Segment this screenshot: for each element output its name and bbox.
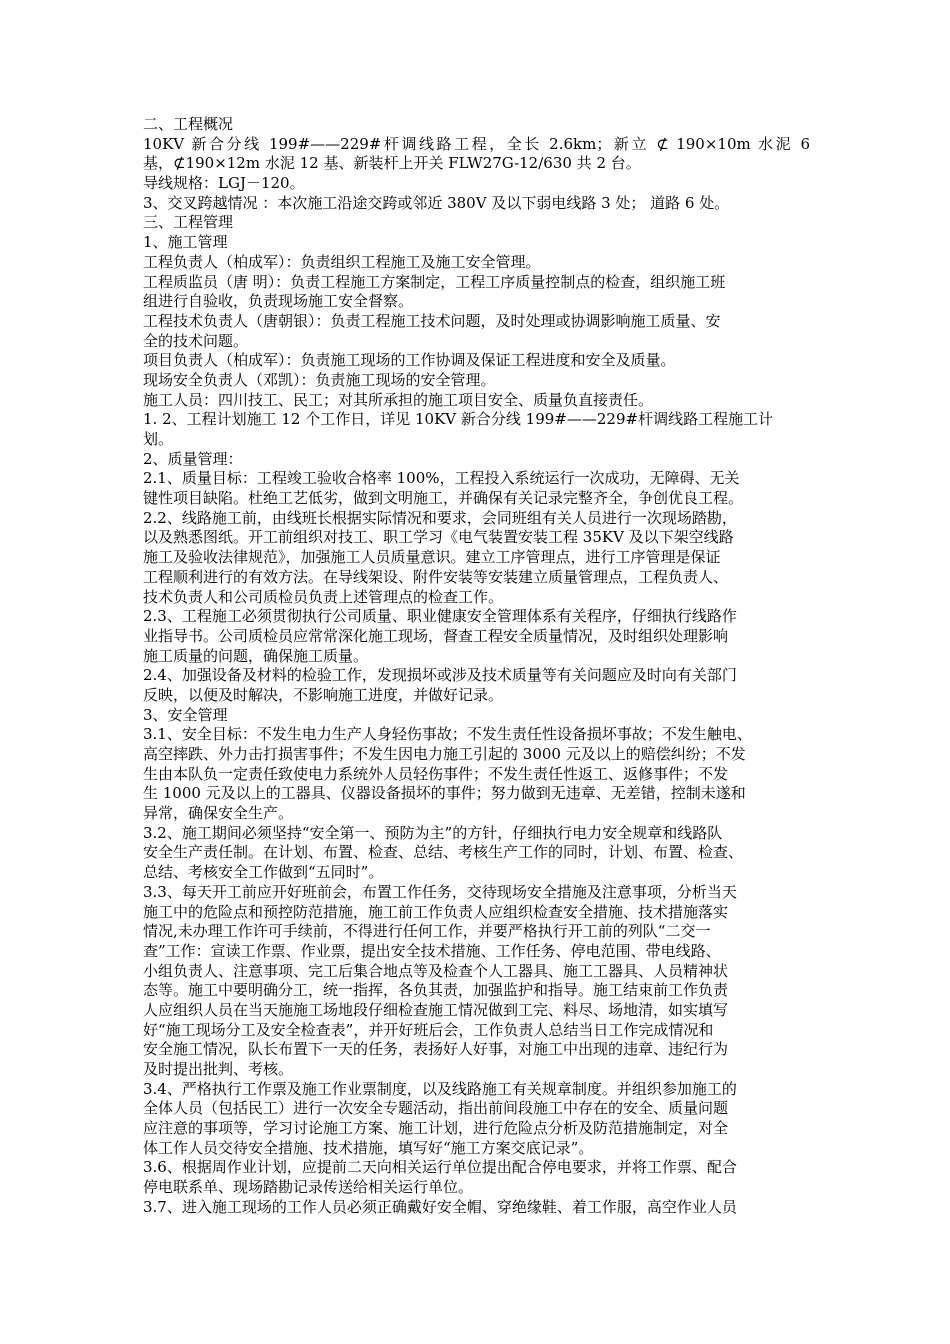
- text-line: 划。: [143, 430, 174, 448]
- text-line: 工程顺利进行的有效方法。在导线架设、附件安装等安装建立质量管理点，工程负责人、: [143, 567, 729, 586]
- text-line: 情况,未办理工作许可手续前，不得进行任何工作，并要严格执行开工前的列队“二交一: [143, 922, 711, 941]
- text-line: 全体人员（包括民工）进行一次安全专题活动，指出前间段施工中存在的安全、质量问题: [143, 1099, 729, 1118]
- text-line: 10KV 新合分线 199#——229#杆调线路工程，全长 2.6km；新立 ⊄ 190×10m 水泥 6: [143, 134, 810, 153]
- text-line: 3、安全管理: [143, 705, 228, 724]
- text-line: 生由本队负一定责任致使电力系统外人员轻伤事件；不发生责任性返工、返修事件；不发: [143, 764, 729, 783]
- text-line: 安全生产责任制。在计划、布置、检查、总结、考核生产工作的同时，计划、布置、检查、: [143, 843, 744, 862]
- text-line: 施工中的危险点和预控防范措施，施工前工作负责人应组织检查安全措施、技术措施落实: [143, 902, 729, 921]
- text-line: 工程质监员（唐 明）：负责工程施工方案制定，工程工序质量控制点的检查，组织施工班: [143, 272, 726, 291]
- text-line: 3.7、进入施工现场的工作人员必须正确戴好安全帽、穿绝缘鞋、着工作服，高空作业人员: [143, 1197, 737, 1216]
- text-line: 反映，以便及时解决，不影响施工进度，并做好记录。: [143, 685, 504, 704]
- text-line: 业指导书。公司质检员应常常深化施工现场，督查工程安全质量情况，及时组织处理影响: [143, 626, 729, 645]
- text-line: 二、工程概况: [143, 115, 234, 133]
- text-line: 1. 2、工程计划施工 12 个工作日，详见 10KV 新合分线 199#——229#杆调线路工程施工计: [143, 410, 774, 429]
- text-line: 3.3、每天开工前应开好班前会，布置工作任务，交待现场安全措施及注意事项，分析当天: [143, 882, 737, 901]
- text-line: 项目负责人（柏成军）：负责施工现场的工作协调及保证工程进度和安全及质量。: [143, 351, 676, 370]
- text-line: 技术负责人和公司质检员负责上述管理点的检查工作。: [143, 587, 504, 606]
- text-line: 2.2、线路施工前，由线班长根据实际情况和要求，会同班组有关人员进行一次现场踏勘，: [143, 508, 737, 527]
- text-line: 3.6、根据周作业计划，应提前二天向相关运行单位提出配合停电要求，并将工作票、配合: [143, 1158, 737, 1177]
- text-line: 1、施工管理: [143, 233, 228, 252]
- text-line: 组进行自验收，负责现场施工安全督察。: [143, 292, 414, 311]
- text-line: 3.1、安全目标：不发生电力生产人身轻伤事故；不发生责任性设备损坏事故；不发生触电、: [143, 725, 752, 744]
- text-line: 态等。施工中要明确分工，统一指挥，各负其责，加强监护和指导。施工结束前工作负责: [143, 981, 729, 1000]
- text-line: 2、质量管理：: [143, 449, 243, 468]
- text-line: 体工作人员交待安全措施、技术措施，填写好“施工方案交底记录”。: [143, 1138, 594, 1157]
- text-line: 工程负责人（柏成军）：负责组织工程施工及施工安全管理。: [143, 252, 541, 271]
- text-line: 全的技术问题。: [143, 331, 249, 350]
- text-line: 应注意的事项等，学习讨论施工方案、施工计划，进行危险点分析及防范措施制定，对全: [143, 1119, 729, 1138]
- text-line: 及时提出批判、考核。: [143, 1060, 294, 1078]
- text-line: 施工及验收法律规范》，加强施工人员质量意识。建立工序管理点，进行工序管理是保证: [143, 548, 721, 567]
- text-line: 人应组织人员在当天施施工场地段仔细检查施工情况做到工完、料尽、场地清，如实填写: [143, 1000, 729, 1019]
- text-line: 工程技术负责人（唐朝银）：负责工程施工技术问题，及时处理或协调影响施工质量、安: [143, 311, 721, 330]
- text-line: 基，⊄190×12m 水泥 12 基、新装杆上开关 FLW27G-12/630 共 2 台。: [143, 154, 641, 173]
- text-line: 2.4、加强设备及材料的检验工作，发现损坏或涉及技术质量等有关问题应及时向有关部门: [143, 666, 737, 685]
- text-line: 3.4、严格执行工作票及施工作业票制度，以及线路施工有关规章制度。并组织参加施工的: [143, 1079, 737, 1098]
- text-line: 好“施工现场分工及安全检查表”，并开好班后会，工作负责人总结当日工作完成情况和: [143, 1020, 714, 1039]
- text-line: 总结、考核安全工作做到“五同时”。: [143, 863, 384, 882]
- text-line: 停电联系单、现场踏勘记录传送给相关运行单位。: [143, 1178, 474, 1197]
- text-line: 高空摔跌、外力击打损害事件；不发生因电力施工引起的 3000 元及以上的赔偿纠纷；不发: [143, 745, 746, 763]
- text-line: 施工质量的问题，确保施工质量。: [143, 646, 369, 665]
- text-line: 3.2、施工期间必须坚持“安全第一、预防为主”的方针，仔细执行电力安全规章和线路队: [143, 823, 723, 842]
- text-line: 2.3、工程施工必须贯彻执行公司质量、职业健康安全管理体系有关程序，仔细执行线路作: [143, 607, 737, 626]
- document-body: [143, 115, 810, 1218]
- text-line: 安全施工情况，队长布置下一天的任务，表扬好人好事，对施工中出现的违章、违纪行为: [143, 1040, 729, 1059]
- text-line: 3、交叉跨越情况 ：本次施工沿途交跨或邻近 380V 及以下弱电线路 3 处； 道路 6 处。: [143, 193, 730, 212]
- text-line: 现场安全负责人（邓凯）：负责施工现场的安全管理。: [143, 370, 496, 389]
- text-line: 键性项目缺陷。杜绝工艺低劣，做到文明施工，并确保有关记录完整齐全，争创优良工程。: [143, 489, 744, 508]
- text-line: 2.1、质量目标：工程竣工验收合格率 100%，工程投入系统运行一次成功，无障碍、无关: [143, 469, 740, 488]
- text-line: 异常，确保安全生产。: [143, 804, 294, 823]
- text-line: 三、工程管理: [143, 213, 234, 232]
- text-line: 生 1000 元及以上的工器具、仪器设备损坏的事件；努力做到无违章、无差错，控制未遂和: [143, 784, 746, 803]
- text-line: 查”工作：宣读工作票、作业票，提出安全技术措施、工作任务、停电范围、带电线路、: [143, 941, 721, 960]
- text-line: 小组负责人、注意事项、完工后集合地点等及检查个人工器具、施工工器具、人员精神状: [143, 961, 729, 980]
- text-line: 导线规格：LGJ－120。: [143, 174, 305, 193]
- text-line: 施工人员：四川技工、民工；对其所承担的施工项目安全、质量负直接责任。: [143, 390, 654, 409]
- text-line: 以及熟悉图纸。开工前组织对技工、职工学习《电气装置安装工程 35KV 及以下架空线路: [143, 528, 734, 547]
